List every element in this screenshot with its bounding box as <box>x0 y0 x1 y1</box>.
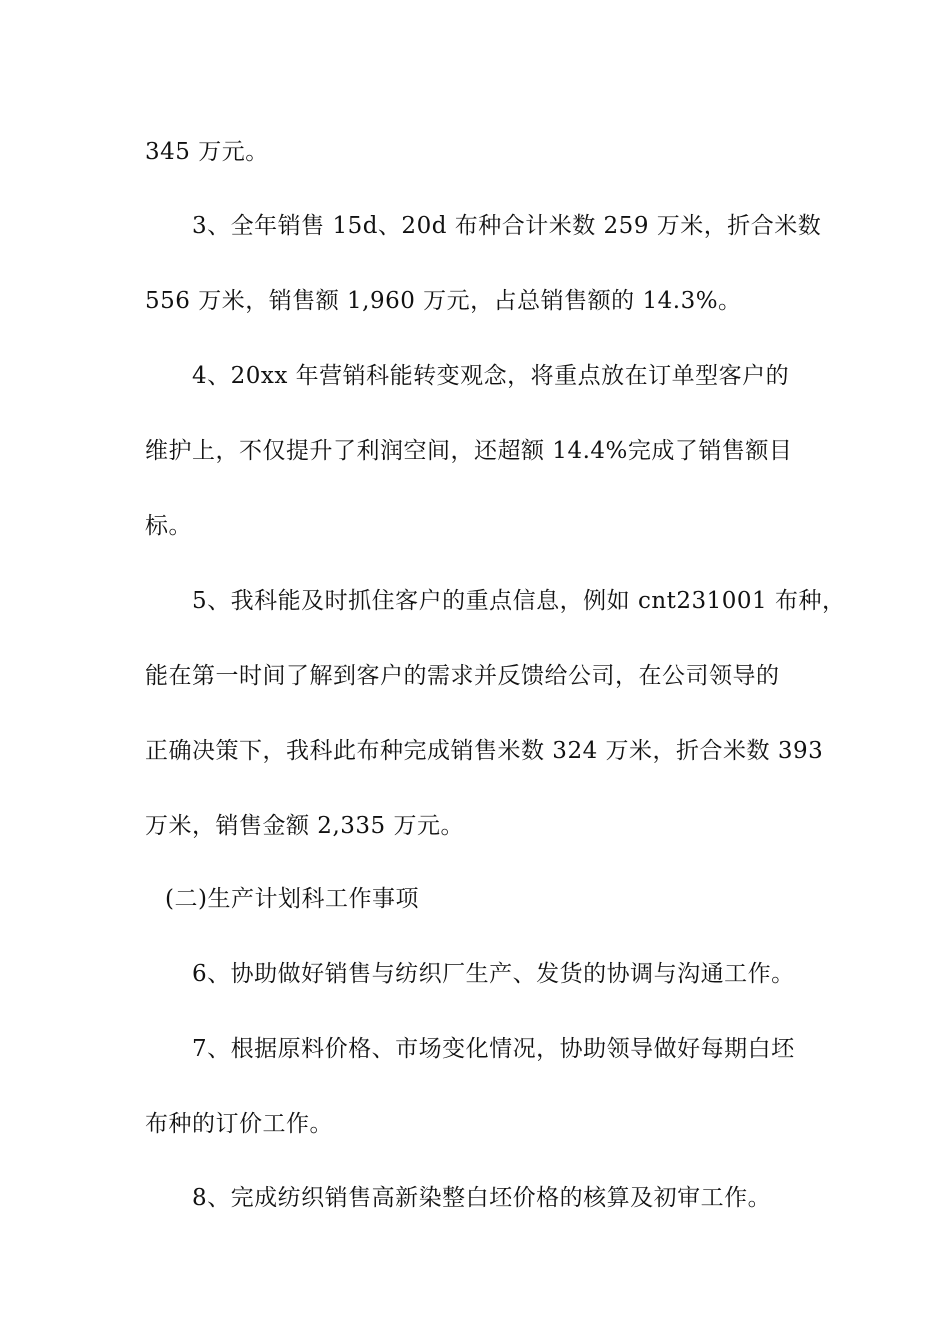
text-line: 万米，销售金额 2,335 万元。 <box>145 813 464 839</box>
text-line: 4、20xx 年营销科能转变观念，将重点放在订单型客户的 <box>192 363 790 389</box>
text-line: 能在第一时间了解到客户的需求并反馈给公司，在公司领导的 <box>145 663 780 689</box>
text-line: 8、完成纺织销售高新染整白坯价格的核算及初审工作。 <box>192 1185 772 1211</box>
section-heading: (二)生产计划科工作事项 <box>165 886 419 912</box>
text-line: 5、我科能及时抓住客户的重点信息，例如 cnt231001 布种， <box>192 588 846 614</box>
text-line: 正确决策下，我科此布种完成销售米数 324 万米，折合米数 393 <box>145 738 824 764</box>
text-line: 345 万元。 <box>145 139 269 165</box>
text-line: 7、根据原料价格、市场变化情况，协助领导做好每期白坯 <box>192 1036 795 1062</box>
text-line: 3、全年销售 15d、20d 布种合计米数 259 万米，折合米数 <box>192 213 822 239</box>
text-line: 556 万米，销售额 1,960 万元，占总销售额的 14.3%。 <box>145 288 742 314</box>
text-line: 布种的订价工作。 <box>145 1111 333 1137</box>
text-line: 6、协助做好销售与纺织厂生产、发货的协调与沟通工作。 <box>192 961 795 987</box>
text-line: 标。 <box>145 513 192 539</box>
text-line: 维护上，不仅提升了利润空间，还超额 14.4%完成了销售额目 <box>145 438 793 464</box>
